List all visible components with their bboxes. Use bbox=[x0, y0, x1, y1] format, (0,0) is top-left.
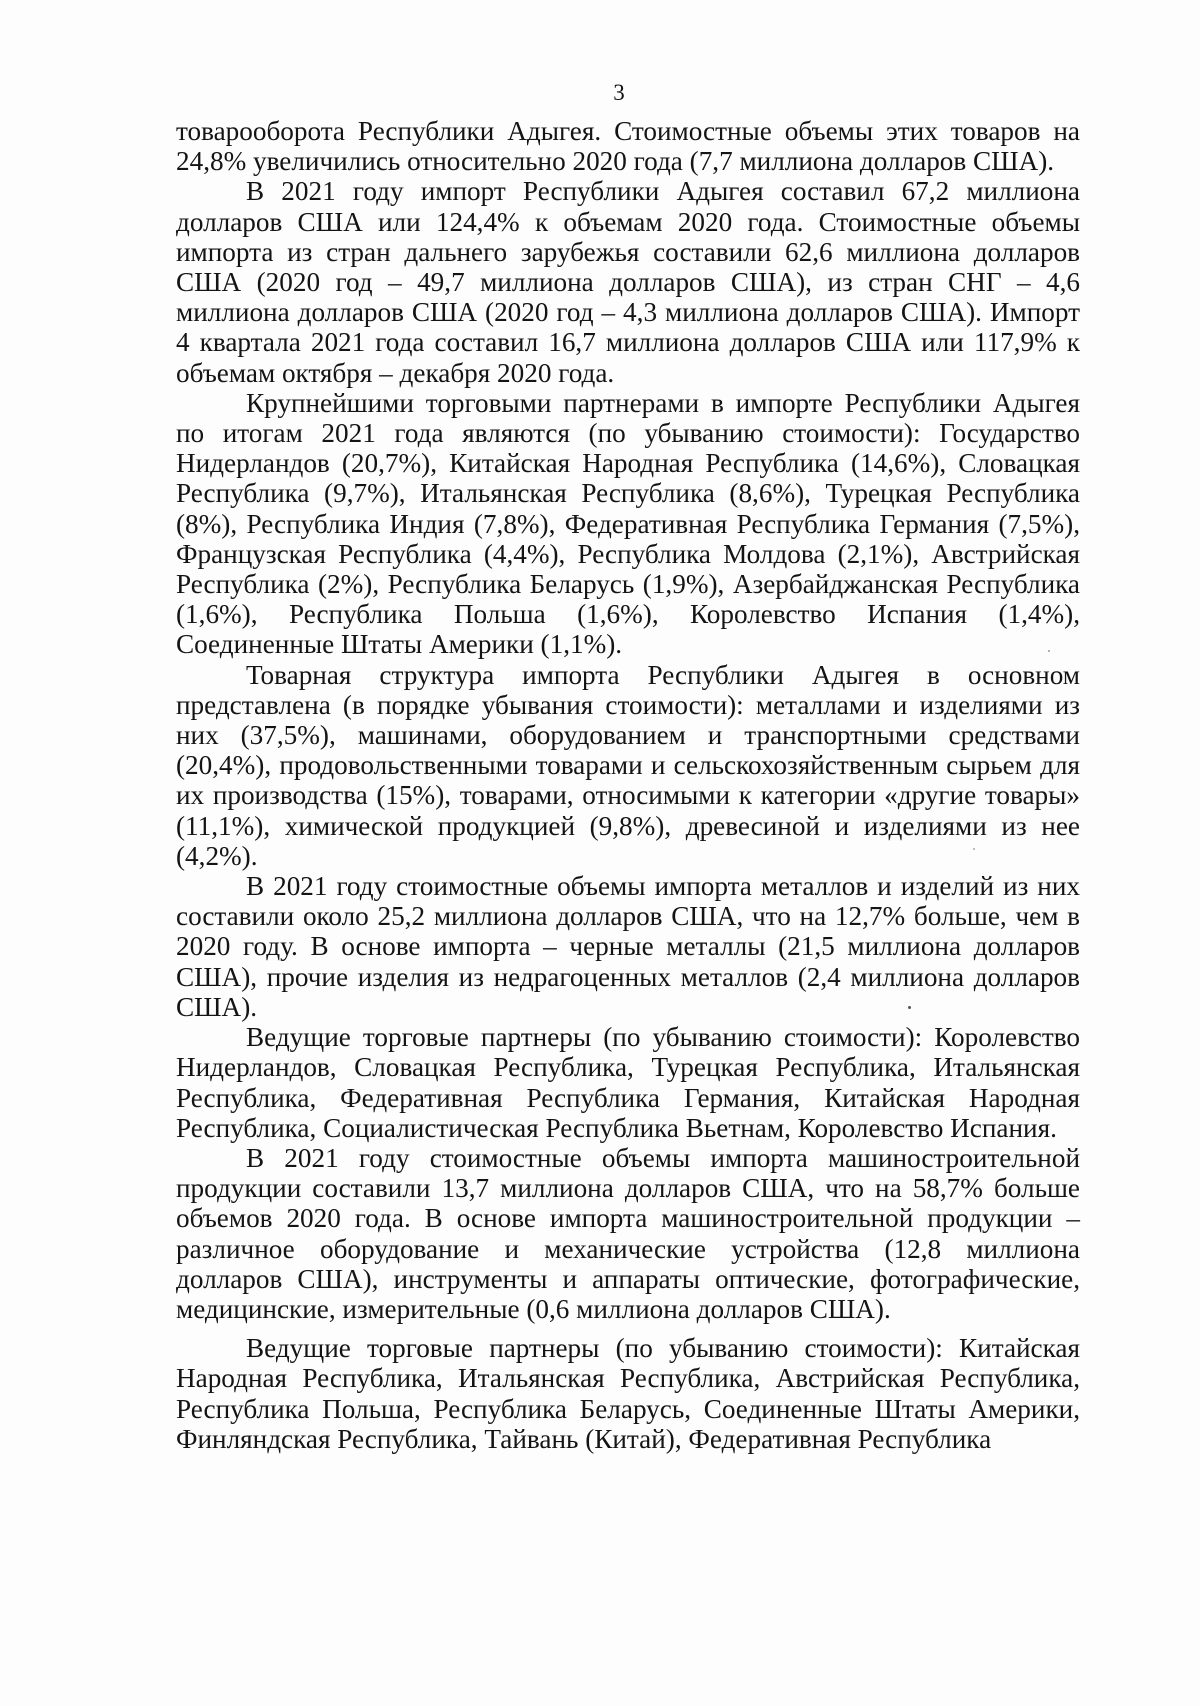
scan-speck bbox=[973, 848, 975, 850]
scan-speck bbox=[908, 1006, 911, 1009]
paragraph-import-structure: Товарная структура импорта Республики Адыгея в основном представлена (в порядке убывания стоимости): металлами и изделиями из них (37,5%), машинами, оборудованием и транспортными средствами (20,4%), продовольственными товарами и сельскохозяйственным сырьем для их производства (15%), товарами, относимыми к категории «другие товары» (11,1%), химической продукцией (9,8%), древесиной и изделиями из нее (4,2%). bbox=[176, 659, 1080, 871]
page-number: 3 bbox=[613, 80, 625, 105]
paragraph-machinery-partners: Ведущие торговые партнеры (по убыванию стоимости): Китайская Народная Республика, Итальянская Республика, Австрийская Республика, Республика Польша, Республика Беларусь, Соединенные Штаты Америки, Финляндская Республика, Тайвань (Китай), Федеративная Республика bbox=[176, 1333, 1080, 1454]
paragraph-metals-partners: Ведущие торговые партнеры (по убыванию стоимости): Королевство Нидерландов, Словацкая Республика, Турецкая Республика, Итальянская Республика, Федеративная Республика Германия, Китайская Народная Республика, Социалистическая Республика Вьетнам, Королевство Испания. bbox=[176, 1022, 1080, 1143]
paragraph-import-volume: В 2021 году импорт Республики Адыгея составил 67,2 миллиона долларов США или 124,4% к объемам 2020 года. Стоимостные объемы импорта из стран дальнего зарубежья составили 62,6 миллиона долларов США (2020 год – 49,7 миллиона долларов США), из стран СНГ – 4,6 миллиона долларов США (2020 год – 4,3 миллиона долларов США). Импорт 4 квартала 2021 года составил 16,7 миллиона долларов США или 117,9% к объемам октября – декабря 2020 года. bbox=[176, 176, 1080, 388]
paragraph-largest-partners: Крупнейшими торговыми партнерами в импорте Республики Адыгея по итогам 2021 года являются (по убыванию стоимости): Государство Нидерландов (20,7%), Китайская Народная Республика (14,6%), Словацкая Республика (9,7%), Итальянская Республика (8,6%), Турецкая Республика (8%), Республика Индия (7,8%), Федеративная Республика Германия (7,5%), Французская Республика (4,4%), Республика Молдова (2,1%), Австрийская Республика (2%), Республика Беларусь (1,9%), Азербайджанская Республика (1,6%), Республика Польша (1,6%), Королевство Испания (1,4%), Соединенные Штаты Америки (1,1%). bbox=[176, 387, 1080, 660]
paragraph-machinery-import: В 2021 году стоимостные объемы импорта машиностроительной продукции составили 13,7 миллиона долларов США, что на 58,7% больше объемов 2020 года. В основе импорта машиностроительной продукции – различное оборудование и механические устройства (12,8 миллиона долларов США), инструменты и аппараты оптические, фотографические, медицинские, измерительные (0,6 миллиона долларов США). bbox=[176, 1142, 1080, 1324]
paragraph-metals-import: В 2021 году стоимостные объемы импорта металлов и изделий из них составили около 25,2 миллиона долларов США, что на 12,7% больше, чем в 2020 году. В основе импорта – черные металлы (21,5 миллиона долларов США), прочие изделия из недрагоценных металлов (2,4 миллиона долларов США). bbox=[176, 871, 1080, 1022]
paragraph-trade-turnover-continuation: товарооборота Республики Адыгея. Стоимостные объемы этих товаров на 24,8% увеличились относительно 2020 года (7,7 миллиона долларов США). bbox=[176, 116, 1080, 177]
document-body bbox=[176, 116, 1080, 1454]
scan-speck bbox=[1048, 650, 1050, 652]
